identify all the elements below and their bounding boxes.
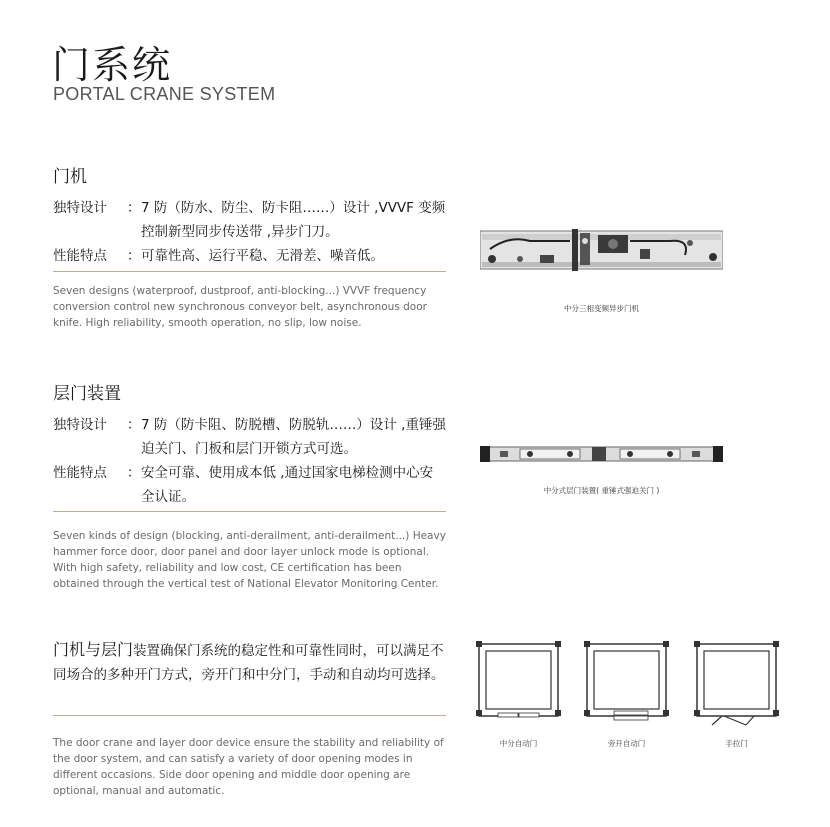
combined-english: The door crane and layer door device ensure the stability and reliability of the door system, and can satisfy a variety of door opening modes in different occasions. Side door opening and middle door opening are optional, manual and automatic.	[53, 737, 444, 797]
image-caption: 中分式层门装置( 重锤式强迫关门 )	[543, 486, 660, 495]
door-machine-image	[480, 229, 723, 271]
feature-text: 可靠性高、运行平稳、无滑差、噪音低。	[141, 248, 384, 264]
landing-door-english-1: Seven kinds of design (blocking, anti-derailment, anti-derailment...) Heavy hammer force door, door panel and door layer unlock mode is optional.	[53, 530, 446, 558]
feature-text: 7 防（防卡阻、防脱槽、防脱轨……）设计 ,重锤强迫关门、门板和层门开锁方式可选。	[141, 417, 446, 457]
image-caption: 中分三相变频异步门机	[564, 304, 639, 313]
landing-door-english	[53, 528, 448, 592]
feature-row	[53, 196, 446, 244]
combined-statement	[53, 638, 449, 687]
door-machine-features	[53, 196, 446, 268]
divider	[53, 271, 446, 272]
combined-title: 门机与层门	[53, 640, 134, 659]
feature-label: 独特设计	[53, 417, 107, 433]
diagram-caption: 中分自动门	[499, 739, 538, 748]
combined-text: 装置确保门系统的稳定性和可靠性同时，可以满足不同场合的多种开门方式，旁开门和中分门，手动和自动均可选择。	[53, 643, 445, 683]
feature-colon: ：	[127, 417, 141, 433]
page-title: 门系统	[52, 43, 173, 87]
feature-label: 性能特点	[53, 465, 107, 481]
feature-row	[53, 461, 446, 509]
landing-door-english-2: With high safety, reliability and low cost, CE certification has been obtained through the vertical test of National Elevator Monitoring Center.	[53, 562, 439, 590]
feature-text: 安全可靠、使用成本低 ,通过国家电梯检测中心安全认证。	[141, 465, 434, 505]
divider	[53, 715, 446, 716]
landing-door-image	[480, 443, 723, 465]
feature-label: 性能特点	[53, 248, 107, 264]
feature-colon: ：	[127, 200, 141, 216]
door-machine-english: Seven designs (waterproof, dustproof, anti-blocking...) VVVF frequency conversion control new synchronous conveyor belt, asynchronous door knife. High reliability, smooth operation, no slip, low noise.	[53, 285, 427, 329]
page-subtitle: PORTAL CRANE SYSTEM	[53, 84, 276, 104]
diagram-caption: 旁开自动门	[607, 739, 646, 748]
landing-door-illustration	[480, 443, 723, 465]
section-title-landing-door: 层门装置	[53, 384, 121, 404]
center-opening-door-diagram	[476, 641, 561, 721]
feature-text: 7 防（防水、防尘、防卡阻……）设计 ,VVVF 变频控制新型同步传送带 ,异步门刀。	[141, 200, 446, 240]
divider	[53, 511, 446, 512]
feature-colon: ：	[127, 465, 141, 481]
feature-label: 独特设计	[53, 200, 107, 216]
feature-colon: ：	[127, 248, 141, 264]
landing-door-features	[53, 413, 446, 509]
section-title-door-machine: 门机	[53, 167, 87, 187]
door-machine-illustration	[480, 229, 723, 271]
diagram-caption: 手拉门	[725, 739, 748, 748]
feature-row	[53, 244, 446, 268]
feature-row	[53, 413, 446, 461]
side-opening-door-diagram	[584, 641, 669, 721]
manual-door-diagram	[694, 641, 779, 726]
